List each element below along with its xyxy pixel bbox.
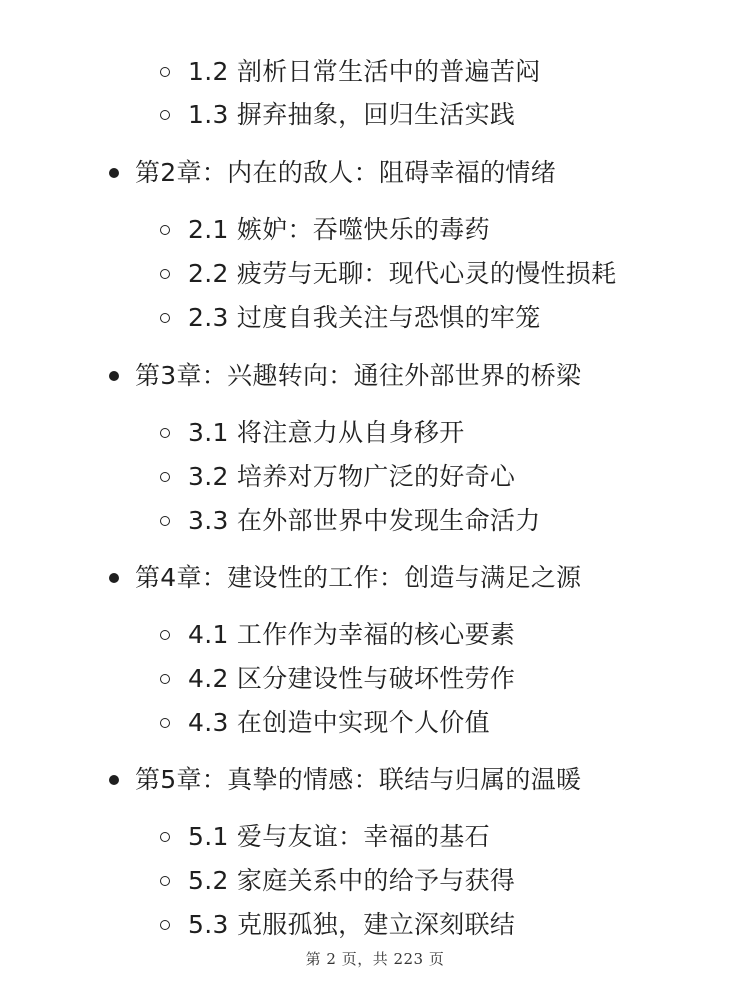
hollow-bullet-icon [160,110,170,120]
section-title: 3.3 在外部世界中发现生命活力 [188,506,541,535]
list-item [0,93,750,137]
section-title: 5.1 爱与友谊：幸福的基石 [188,822,490,851]
hollow-bullet-icon [160,269,170,279]
hollow-bullet-icon [160,428,170,438]
list-item [0,499,750,543]
section-title: 4.1 工作作为幸福的核心要素 [188,620,516,649]
list-item [0,815,750,859]
list-item [0,411,750,455]
hollow-bullet-icon [160,718,170,728]
chapter-title: 第4章：建设性的工作：创造与满足之源 [135,563,582,592]
hollow-bullet-icon [160,876,170,886]
section-title: 2.3 过度自我关注与恐惧的牢笼 [188,303,541,332]
list-item [0,657,750,701]
list-item [0,455,750,499]
hollow-bullet-icon [160,674,170,684]
section-title: 4.2 区分建设性与破坏性劳作 [188,664,516,693]
hollow-bullet-icon [160,516,170,526]
section-title: 1.2 剖析日常生活中的普遍苦闷 [188,57,541,86]
hollow-bullet-icon [160,832,170,842]
list-item [0,296,750,340]
hollow-bullet-icon [160,225,170,235]
chapter-title: 第5章：真挚的情感：联结与归属的温暖 [135,765,582,794]
filled-bullet-icon [109,371,119,381]
filled-bullet-icon [109,775,119,785]
section-title: 2.2 疲劳与无聊：现代心灵的慢性损耗 [188,259,617,288]
list-item [0,701,750,745]
filled-bullet-icon [109,168,119,178]
section-title: 4.3 在创造中实现个人价值 [188,708,490,737]
hollow-bullet-icon [160,313,170,323]
list-item [0,613,750,657]
section-title: 3.2 培养对万物广泛的好奇心 [188,462,516,491]
list-item [0,252,750,296]
filled-bullet-icon [109,573,119,583]
hollow-bullet-icon [160,630,170,640]
hollow-bullet-icon [160,67,170,77]
chapter-title: 第2章：内在的敌人：阻碍幸福的情绪 [135,158,557,187]
chapter-title: 第3章：兴趣转向：通往外部世界的桥梁 [135,361,582,390]
list-item [0,758,750,802]
section-title: 5.3 克服孤独，建立深刻联结 [188,910,516,939]
list-item [0,50,750,94]
hollow-bullet-icon [160,472,170,482]
list-item [0,151,750,195]
hollow-bullet-icon [160,920,170,930]
list-item [0,859,750,903]
section-title: 1.3 摒弃抽象，回归生活实践 [188,100,516,129]
section-title: 3.1 将注意力从自身移开 [188,418,465,447]
list-item [0,556,750,600]
section-title: 5.2 家庭关系中的给予与获得 [188,866,516,895]
page-number: 第 2 页，共 223 页 [305,950,445,968]
list-item [0,354,750,398]
section-title: 2.1 嫉妒：吞噬快乐的毒药 [188,215,490,244]
list-item [0,903,750,947]
list-item [0,208,750,252]
